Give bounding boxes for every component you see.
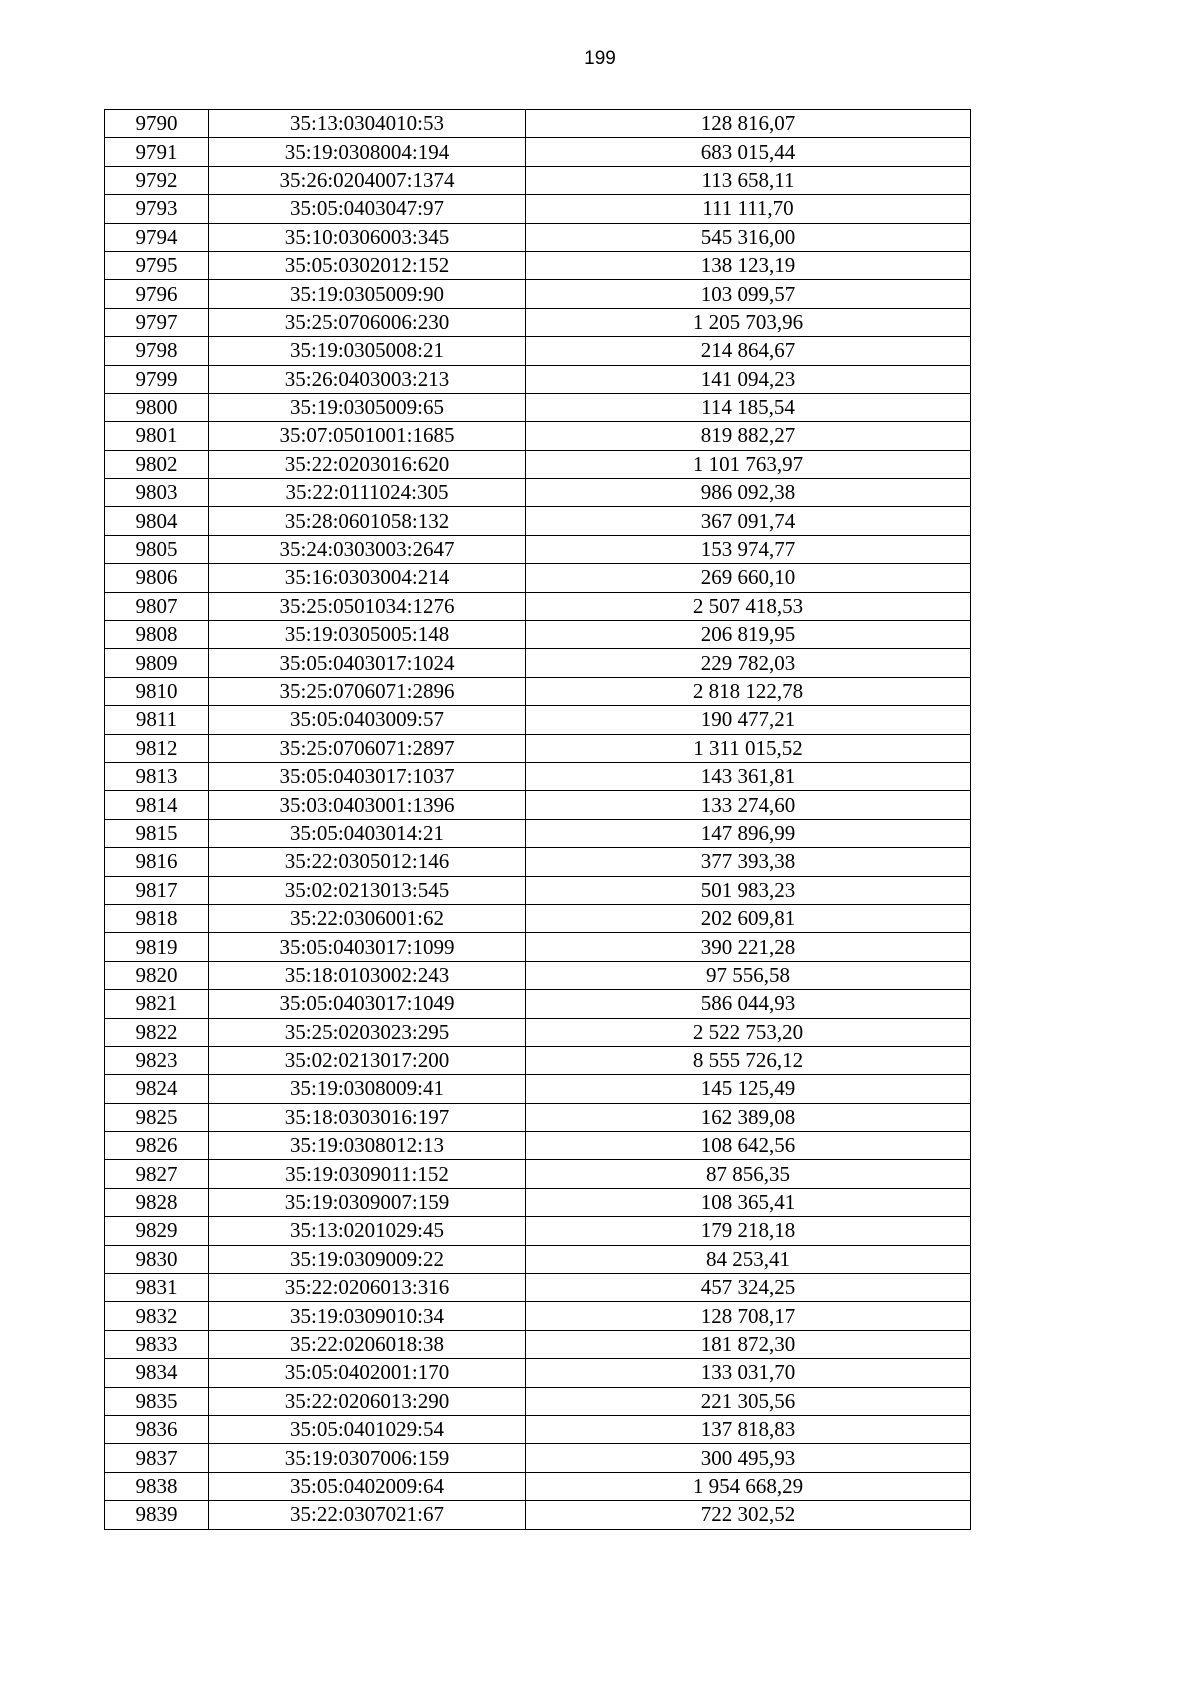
row-number-cell: 9813 — [105, 762, 209, 790]
cadastral-value-cell: 367 091,74 — [526, 507, 971, 535]
table-row — [105, 1160, 971, 1188]
cadastral-number-cell: 35:22:0111024:305 — [209, 479, 526, 507]
cadastral-value-cell: 1 954 668,29 — [526, 1472, 971, 1500]
table-row — [105, 535, 971, 563]
cadastral-value-cell: 179 218,18 — [526, 1217, 971, 1245]
cadastral-value-cell: 8 555 726,12 — [526, 1046, 971, 1074]
row-number-cell: 9833 — [105, 1330, 209, 1358]
row-number-cell: 9832 — [105, 1302, 209, 1330]
table-row — [105, 110, 971, 138]
cadastral-number-cell: 35:22:0203016:620 — [209, 450, 526, 478]
table-row — [105, 308, 971, 336]
cadastral-number-cell: 35:25:0203023:295 — [209, 1018, 526, 1046]
cadastral-value-cell: 97 556,58 — [526, 961, 971, 989]
row-number-cell: 9812 — [105, 734, 209, 762]
table-row — [105, 1217, 971, 1245]
cadastral-number-cell: 35:25:0501034:1276 — [209, 592, 526, 620]
cadastral-number-cell: 35:22:0307021:67 — [209, 1501, 526, 1529]
cadastral-number-cell: 35:19:0305005:148 — [209, 621, 526, 649]
row-number-cell: 9815 — [105, 819, 209, 847]
cadastral-value-cell: 137 818,83 — [526, 1415, 971, 1443]
row-number-cell: 9818 — [105, 904, 209, 932]
cadastral-value-cell: 229 782,03 — [526, 649, 971, 677]
table-row — [105, 1046, 971, 1074]
cadastral-number-cell: 35:16:0303004:214 — [209, 564, 526, 592]
table-row — [105, 848, 971, 876]
cadastral-number-cell: 35:22:0206013:290 — [209, 1387, 526, 1415]
table-row — [105, 791, 971, 819]
table-row — [105, 280, 971, 308]
cadastral-number-cell: 35:18:0103002:243 — [209, 961, 526, 989]
cadastral-value-cell: 181 872,30 — [526, 1330, 971, 1358]
cadastral-value-cell: 206 819,95 — [526, 621, 971, 649]
cadastral-number-cell: 35:07:0501001:1685 — [209, 422, 526, 450]
cadastral-number-cell: 35:22:0206018:38 — [209, 1330, 526, 1358]
cadastral-value-cell: 683 015,44 — [526, 138, 971, 166]
row-number-cell: 9805 — [105, 535, 209, 563]
cadastral-value-cell: 153 974,77 — [526, 535, 971, 563]
cadastral-value-cell: 87 856,35 — [526, 1160, 971, 1188]
row-number-cell: 9799 — [105, 365, 209, 393]
table-row — [105, 1387, 971, 1415]
cadastral-value-cell: 545 316,00 — [526, 223, 971, 251]
cadastral-value-cell: 111 111,70 — [526, 195, 971, 223]
row-number-cell: 9816 — [105, 848, 209, 876]
row-number-cell: 9797 — [105, 308, 209, 336]
cadastral-number-cell: 35:19:0305008:21 — [209, 337, 526, 365]
row-number-cell: 9800 — [105, 393, 209, 421]
row-number-cell: 9822 — [105, 1018, 209, 1046]
row-number-cell: 9826 — [105, 1132, 209, 1160]
row-number-cell: 9814 — [105, 791, 209, 819]
cadastral-value-cell: 133 031,70 — [526, 1359, 971, 1387]
table-row — [105, 166, 971, 194]
table-row — [105, 223, 971, 251]
cadastral-number-cell: 35:05:0403014:21 — [209, 819, 526, 847]
cadastral-value-cell: 145 125,49 — [526, 1075, 971, 1103]
cadastral-number-cell: 35:05:0401029:54 — [209, 1415, 526, 1443]
table-row — [105, 422, 971, 450]
cadastral-number-cell: 35:13:0304010:53 — [209, 110, 526, 138]
cadastral-number-cell: 35:25:0706006:230 — [209, 308, 526, 336]
cadastral-value-cell: 722 302,52 — [526, 1501, 971, 1529]
cadastral-number-cell: 35:19:0305009:90 — [209, 280, 526, 308]
cadastral-value-cell: 143 361,81 — [526, 762, 971, 790]
row-number-cell: 9835 — [105, 1387, 209, 1415]
cadastral-value-cell: 390 221,28 — [526, 933, 971, 961]
row-number-cell: 9804 — [105, 507, 209, 535]
table-row — [105, 649, 971, 677]
cadastral-value-cell: 457 324,25 — [526, 1274, 971, 1302]
row-number-cell: 9791 — [105, 138, 209, 166]
table-row — [105, 819, 971, 847]
table-row — [105, 592, 971, 620]
page-number: 199 — [584, 48, 616, 69]
cadastral-number-cell: 35:19:0309007:159 — [209, 1188, 526, 1216]
table-row — [105, 990, 971, 1018]
cadastral-value-cell: 147 896,99 — [526, 819, 971, 847]
row-number-cell: 9824 — [105, 1075, 209, 1103]
cadastral-value-cell: 2 818 122,78 — [526, 677, 971, 705]
row-number-cell: 9795 — [105, 251, 209, 279]
table-row — [105, 1274, 971, 1302]
cadastral-number-cell: 35:05:0302012:152 — [209, 251, 526, 279]
row-number-cell: 9817 — [105, 876, 209, 904]
row-number-cell: 9811 — [105, 706, 209, 734]
cadastral-number-cell: 35:19:0308009:41 — [209, 1075, 526, 1103]
table-row — [105, 251, 971, 279]
row-number-cell: 9821 — [105, 990, 209, 1018]
table-row — [105, 1103, 971, 1131]
cadastral-number-cell: 35:22:0306001:62 — [209, 904, 526, 932]
row-number-cell: 9830 — [105, 1245, 209, 1273]
cadastral-value-cell: 269 660,10 — [526, 564, 971, 592]
cadastral-number-cell: 35:03:0403001:1396 — [209, 791, 526, 819]
table-row — [105, 1415, 971, 1443]
cadastral-number-cell: 35:28:0601058:132 — [209, 507, 526, 535]
table-row — [105, 1330, 971, 1358]
cadastral-value-cell: 103 099,57 — [526, 280, 971, 308]
cadastral-number-cell: 35:19:0307006:159 — [209, 1444, 526, 1472]
row-number-cell: 9829 — [105, 1217, 209, 1245]
cadastral-value-cell: 162 389,08 — [526, 1103, 971, 1131]
row-number-cell: 9790 — [105, 110, 209, 138]
cadastral-number-cell: 35:18:0303016:197 — [209, 1103, 526, 1131]
cadastral-number-cell: 35:19:0309011:152 — [209, 1160, 526, 1188]
cadastral-number-cell: 35:19:0309010:34 — [209, 1302, 526, 1330]
row-number-cell: 9828 — [105, 1188, 209, 1216]
cadastral-number-cell: 35:05:0403017:1049 — [209, 990, 526, 1018]
cadastral-number-cell: 35:02:0213017:200 — [209, 1046, 526, 1074]
table-row — [105, 904, 971, 932]
row-number-cell: 9798 — [105, 337, 209, 365]
row-number-cell: 9802 — [105, 450, 209, 478]
cadastral-number-cell: 35:26:0403003:213 — [209, 365, 526, 393]
row-number-cell: 9796 — [105, 280, 209, 308]
cadastral-value-cell: 84 253,41 — [526, 1245, 971, 1273]
cadastral-value-cell: 138 123,19 — [526, 251, 971, 279]
cadastral-value-cell: 128 708,17 — [526, 1302, 971, 1330]
cadastral-value-cell: 1 311 015,52 — [526, 734, 971, 762]
table-row — [105, 621, 971, 649]
row-number-cell: 9831 — [105, 1274, 209, 1302]
table-row — [105, 1359, 971, 1387]
row-number-cell: 9825 — [105, 1103, 209, 1131]
table-row — [105, 393, 971, 421]
row-number-cell: 9837 — [105, 1444, 209, 1472]
table-row — [105, 1018, 971, 1046]
cadastral-value-cell: 2 507 418,53 — [526, 592, 971, 620]
row-number-cell: 9839 — [105, 1501, 209, 1529]
table-row — [105, 1444, 971, 1472]
table-row — [105, 564, 971, 592]
table-row — [105, 337, 971, 365]
cadastral-value-cell: 501 983,23 — [526, 876, 971, 904]
cadastral-value-cell: 190 477,21 — [526, 706, 971, 734]
row-number-cell: 9827 — [105, 1160, 209, 1188]
cadastral-value-cell: 141 094,23 — [526, 365, 971, 393]
table-row — [105, 1245, 971, 1273]
table-row — [105, 1132, 971, 1160]
cadastral-number-cell: 35:05:0403017:1099 — [209, 933, 526, 961]
table-row — [105, 677, 971, 705]
cadastral-value-cell: 133 274,60 — [526, 791, 971, 819]
table-row — [105, 1472, 971, 1500]
row-number-cell: 9803 — [105, 479, 209, 507]
cadastral-number-cell: 35:22:0206013:316 — [209, 1274, 526, 1302]
cadastral-number-cell: 35:19:0308004:194 — [209, 138, 526, 166]
cadastral-number-cell: 35:19:0309009:22 — [209, 1245, 526, 1273]
row-number-cell: 9792 — [105, 166, 209, 194]
table-row — [105, 734, 971, 762]
cadastral-number-cell: 35:25:0706071:2897 — [209, 734, 526, 762]
row-number-cell: 9836 — [105, 1415, 209, 1443]
cadastral-number-cell: 35:26:0204007:1374 — [209, 166, 526, 194]
cadastral-number-cell: 35:05:0403017:1037 — [209, 762, 526, 790]
cadastral-value-cell: 108 365,41 — [526, 1188, 971, 1216]
row-number-cell: 9823 — [105, 1046, 209, 1074]
row-number-cell: 9801 — [105, 422, 209, 450]
cadastral-value-cell: 113 658,11 — [526, 166, 971, 194]
cadastral-number-cell: 35:10:0306003:345 — [209, 223, 526, 251]
cadastral-value-cell: 214 864,67 — [526, 337, 971, 365]
row-number-cell: 9834 — [105, 1359, 209, 1387]
table-row — [105, 762, 971, 790]
table-row — [105, 479, 971, 507]
table-row — [105, 1075, 971, 1103]
cadastral-number-cell: 35:05:0403047:97 — [209, 195, 526, 223]
cadastral-number-cell: 35:13:0201029:45 — [209, 1217, 526, 1245]
cadastral-value-table — [104, 109, 971, 1530]
table-row — [105, 706, 971, 734]
row-number-cell: 9838 — [105, 1472, 209, 1500]
cadastral-number-cell: 35:22:0305012:146 — [209, 848, 526, 876]
table-row — [105, 933, 971, 961]
table-row — [105, 450, 971, 478]
row-number-cell: 9794 — [105, 223, 209, 251]
table-row — [105, 1188, 971, 1216]
cadastral-value-cell: 1 205 703,96 — [526, 308, 971, 336]
table-row — [105, 195, 971, 223]
cadastral-number-cell: 35:05:0402001:170 — [209, 1359, 526, 1387]
cadastral-value-cell: 108 642,56 — [526, 1132, 971, 1160]
row-number-cell: 9810 — [105, 677, 209, 705]
cadastral-value-cell: 819 882,27 — [526, 422, 971, 450]
cadastral-value-cell: 300 495,93 — [526, 1444, 971, 1472]
table-row — [105, 961, 971, 989]
row-number-cell: 9806 — [105, 564, 209, 592]
cadastral-number-cell: 35:19:0308012:13 — [209, 1132, 526, 1160]
cadastral-value-cell: 114 185,54 — [526, 393, 971, 421]
cadastral-value-cell: 377 393,38 — [526, 848, 971, 876]
cadastral-value-cell: 128 816,07 — [526, 110, 971, 138]
cadastral-value-cell: 202 609,81 — [526, 904, 971, 932]
cadastral-value-cell: 986 092,38 — [526, 479, 971, 507]
table-row — [105, 507, 971, 535]
cadastral-number-cell: 35:02:0213013:545 — [209, 876, 526, 904]
cadastral-number-cell: 35:25:0706071:2896 — [209, 677, 526, 705]
cadastral-value-cell: 221 305,56 — [526, 1387, 971, 1415]
cadastral-number-cell: 35:05:0403017:1024 — [209, 649, 526, 677]
table-row — [105, 876, 971, 904]
table-row — [105, 1501, 971, 1529]
cadastral-value-cell: 1 101 763,97 — [526, 450, 971, 478]
table-row — [105, 365, 971, 393]
row-number-cell: 9793 — [105, 195, 209, 223]
cadastral-value-cell: 586 044,93 — [526, 990, 971, 1018]
cadastral-number-cell: 35:05:0403009:57 — [209, 706, 526, 734]
row-number-cell: 9820 — [105, 961, 209, 989]
row-number-cell: 9807 — [105, 592, 209, 620]
cadastral-number-cell: 35:19:0305009:65 — [209, 393, 526, 421]
cadastral-number-cell: 35:05:0402009:64 — [209, 1472, 526, 1500]
cadastral-number-cell: 35:24:0303003:2647 — [209, 535, 526, 563]
cadastral-value-cell: 2 522 753,20 — [526, 1018, 971, 1046]
table-row — [105, 138, 971, 166]
row-number-cell: 9809 — [105, 649, 209, 677]
row-number-cell: 9808 — [105, 621, 209, 649]
table-body — [105, 110, 971, 1530]
row-number-cell: 9819 — [105, 933, 209, 961]
table-row — [105, 1302, 971, 1330]
